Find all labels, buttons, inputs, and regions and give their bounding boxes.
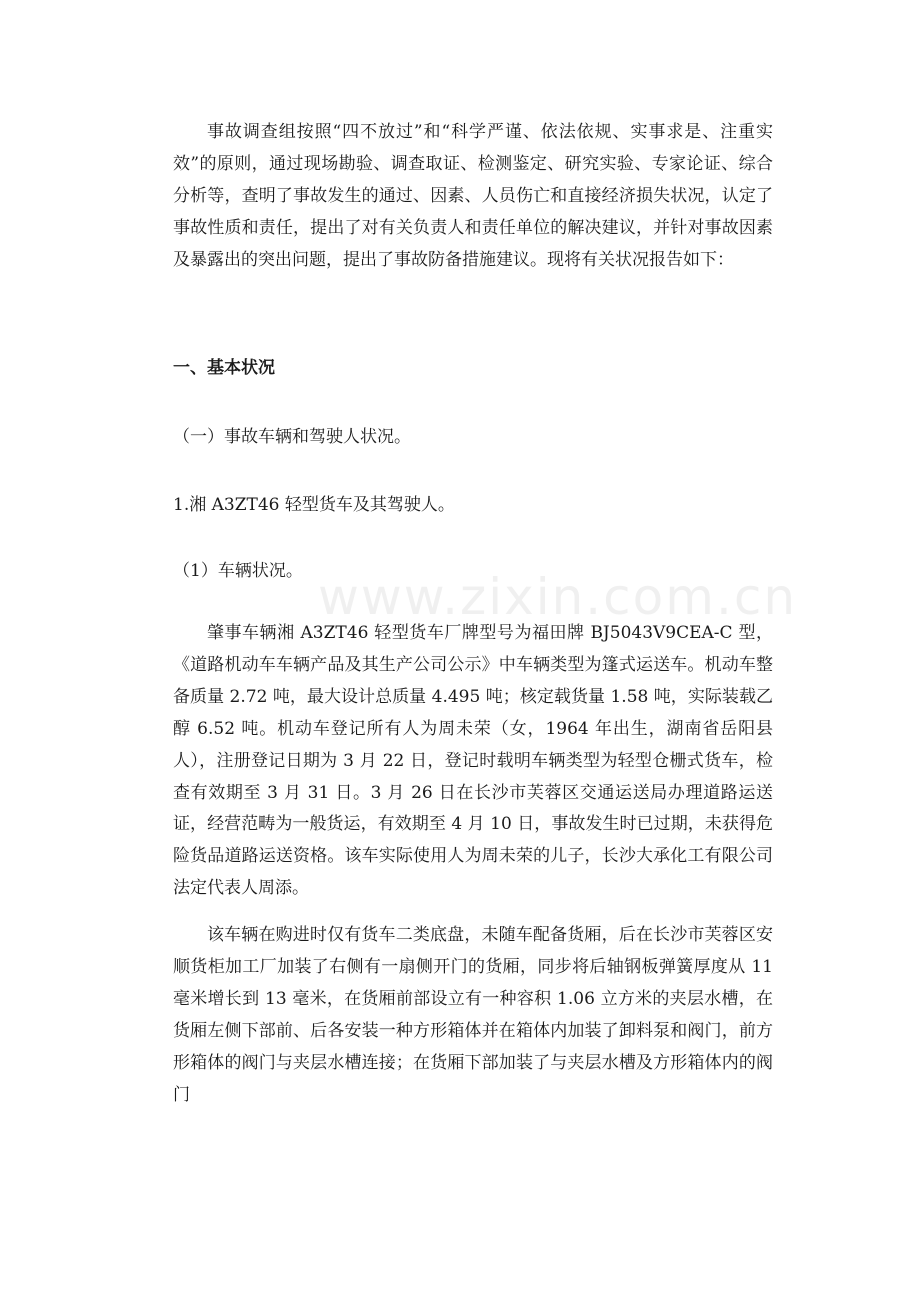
- subitem-heading-text: （1）车辆状况。: [173, 561, 303, 581]
- subsection-heading-text: （一）事故车辆和驾驶人状况。: [173, 427, 411, 447]
- item-heading-text: 1.湘 A3ZT46 轻型货车及其驾驶人。: [173, 495, 455, 515]
- paragraph-vehicle-text: 肇事车辆湘 A3ZT46 轻型货车厂牌型号为福田牌 BJ5043V9CEA-C 型，《道路机动车车辆产品及其生产公司公示》中车辆类型为篷式运送车。机动车整备质量 2.72 吨，最大设计总质量 4.495 吨；核定载货量 1.58 吨，实际装载乙醇 6.52 吨。机动车登记所有人为周未荣（女，1964 年出生，湖南省岳阳县人），注册登记日期为 3 月 22 日，登记时载明车辆类型为轻型仓栅式货车，检查有效期至 3 月 31 日。3 月 26 日在长沙市芙蓉区交通运送局办理道路运送证，经营范畴为一般货运，有效期至 4 月 10 日，事故发生时已过期，未获得危险货品道路运送资格。该车实际使用人为周未荣的儿子，长沙大承化工有限公司法定代表人周添。: [173, 623, 773, 899]
- paragraph-intro-text: 事故调查组按照“四不放过”和“科学严谨、依法依规、实事求是、注重实效”的原则，通过现场勘验、调查取证、检测鉴定、研究实验、专家论证、综合分析等，查明了事故发生的通过、因素、人员伤亡和直接经济损失状况，认定了事故性质和责任，提出了对有关负责人和责任单位的解决建议，并针对事故因素及暴露出的突出问题，提出了事故防备措施建议。现将有关状况报告如下：: [173, 122, 773, 270]
- section-heading-text: 一、基本状况: [173, 358, 275, 378]
- paragraph-modification-text: 该车辆在购进时仅有货车二类底盘，未随车配备货厢，后在长沙市芙蓉区安顺货柜加工厂加装了右侧有一扇侧开门的货厢，同步将后轴钢板弹簧厚度从 11 毫米增长到 13 毫米，在货厢前部设立有一种容积 1.06 立方米的夹层水槽，在货厢左侧下部前、后各安装一种方形箱体并在箱体内加装了卸料泵和阀门，前方形箱体的阀门与夹层水槽连接；在货厢下部加装了与夹层水槽及方形箱体内的阀门: [173, 925, 773, 1105]
- subsection-heading: [173, 425, 773, 449]
- item-heading: [173, 493, 773, 517]
- watermark: www.zixin.com.cn: [318, 568, 798, 626]
- paragraph-modification: [173, 920, 773, 1111]
- paragraph-intro: [173, 117, 773, 277]
- paragraph-vehicle: [173, 618, 773, 905]
- section-heading: [173, 356, 773, 380]
- subitem-heading: [173, 559, 773, 583]
